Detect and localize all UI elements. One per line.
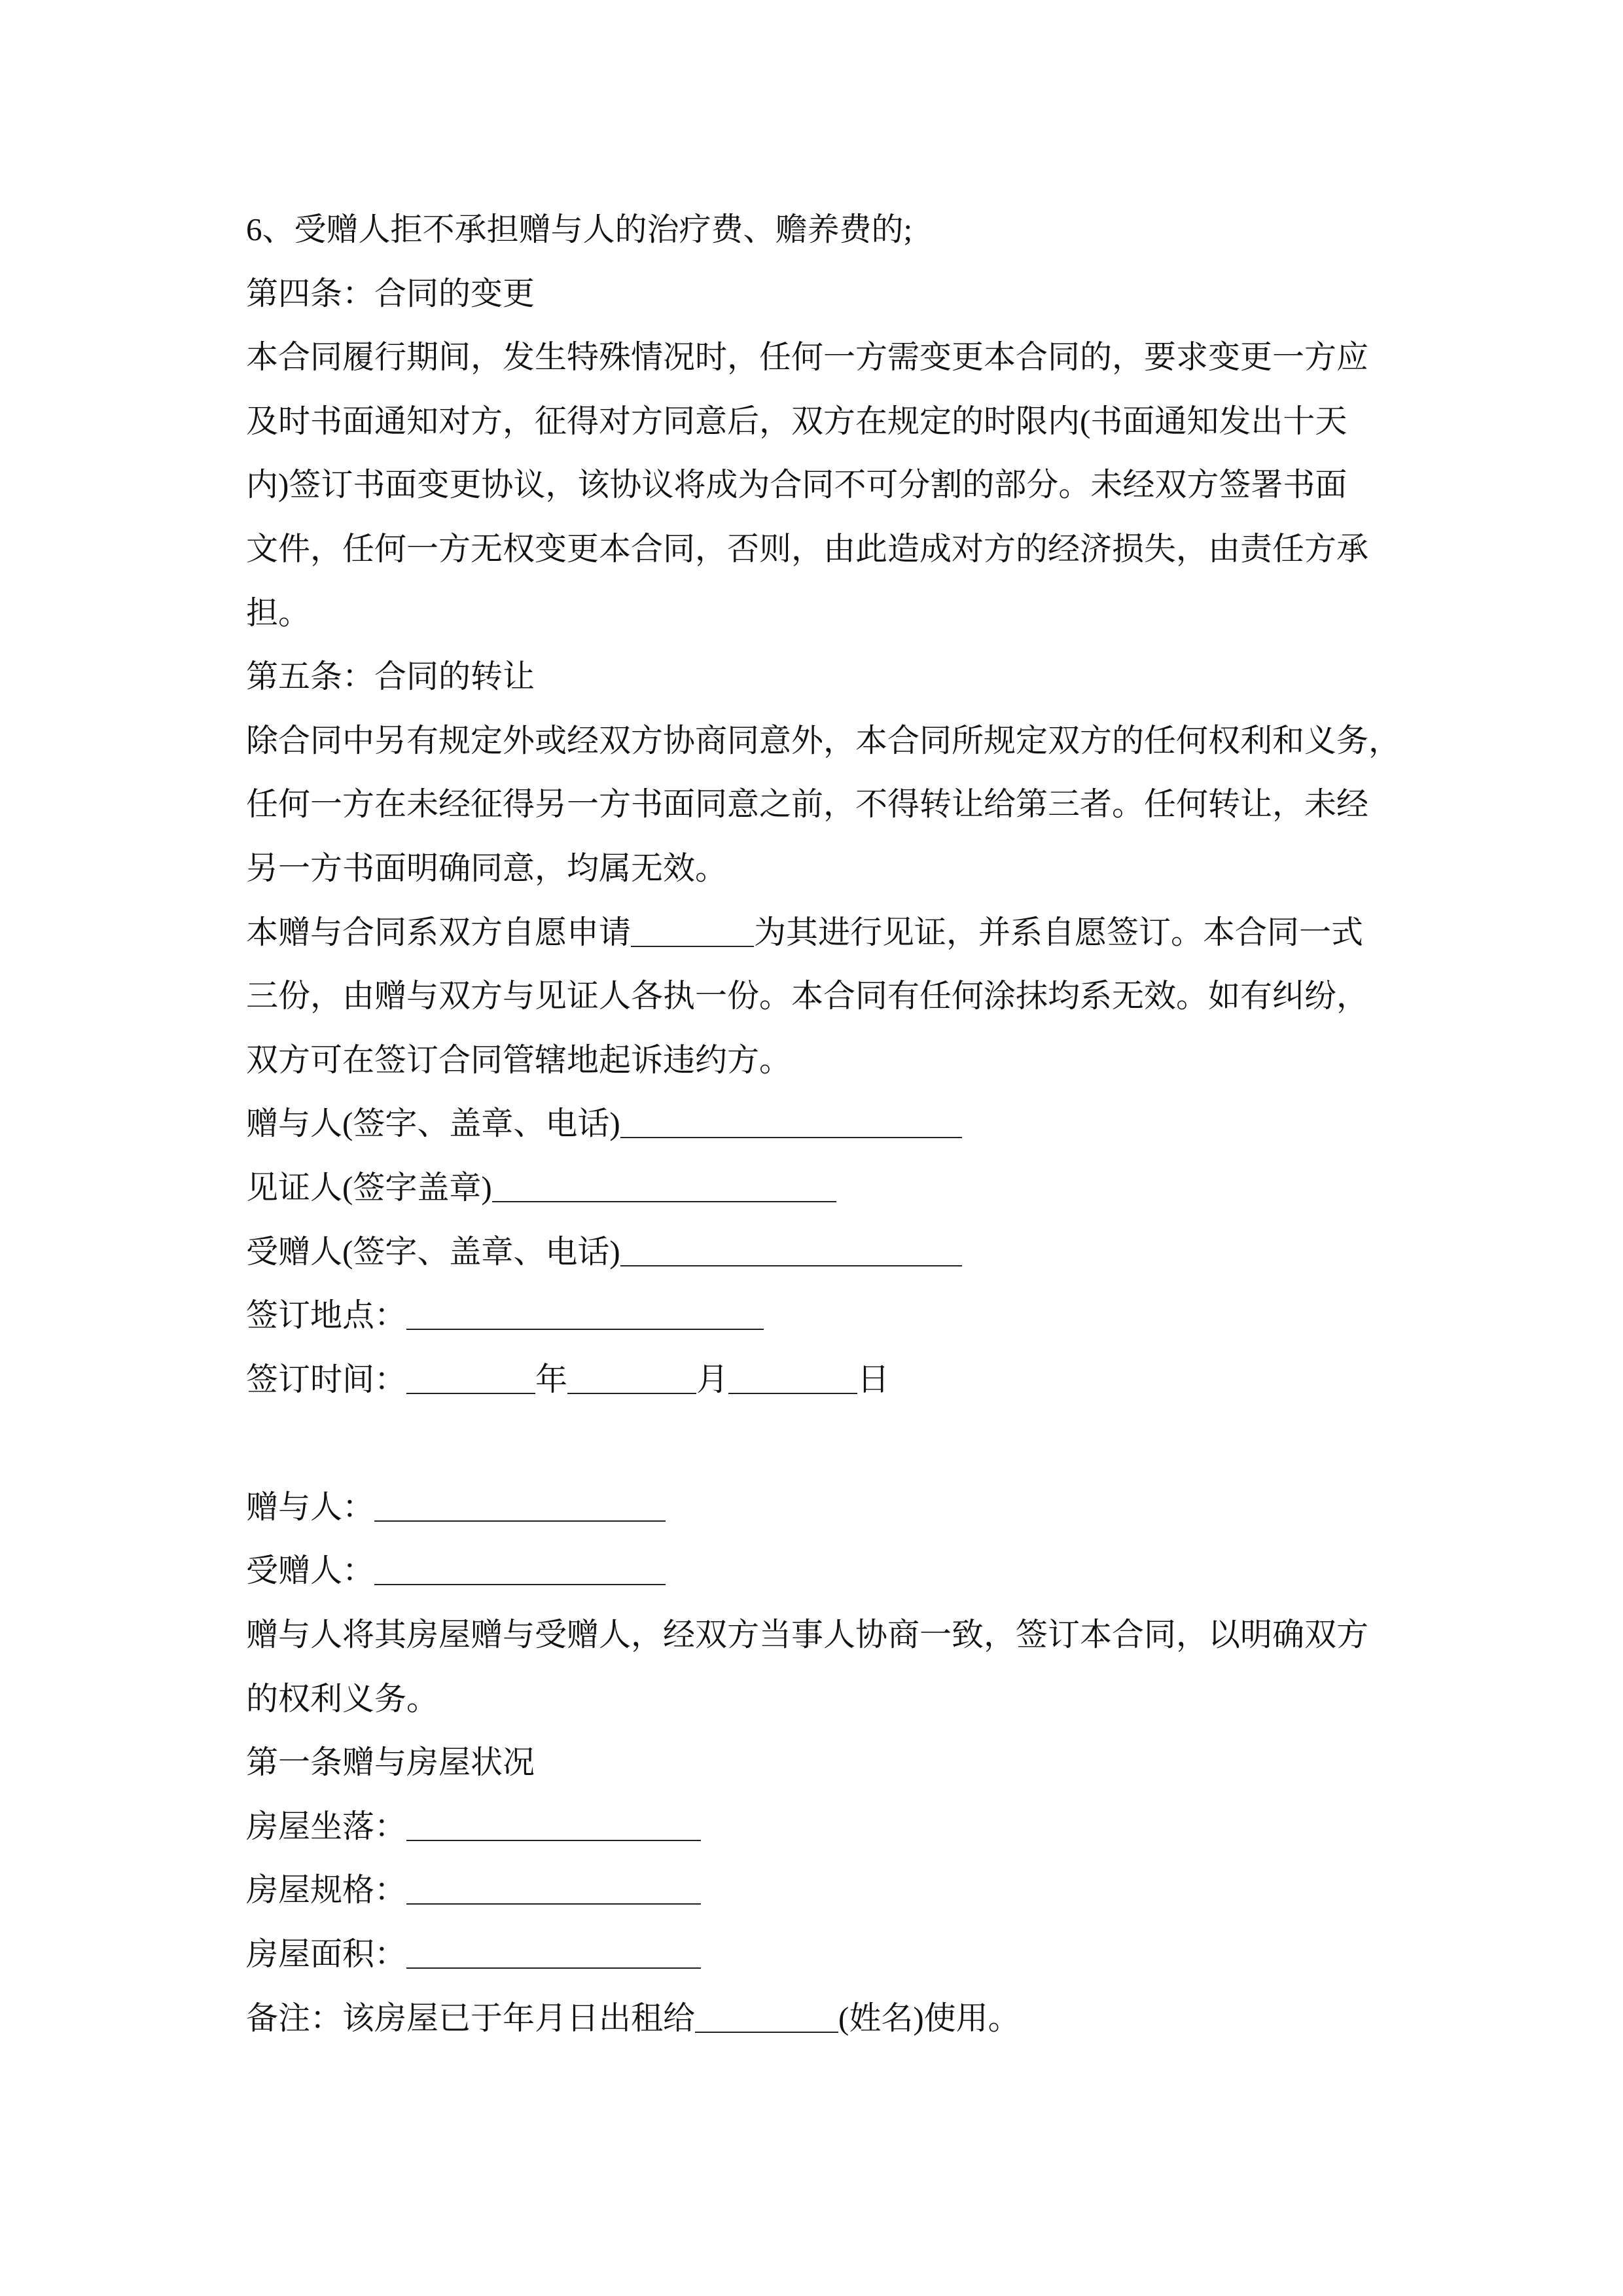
text-line — [246, 901, 1385, 965]
section-heading: 第五条：合同的转让 — [246, 658, 535, 695]
location-blank — [406, 1808, 701, 1841]
house-location-line — [246, 1795, 1385, 1859]
text-line: 赠与人将其房屋赠与受赠人，经双方当事人协商一致，签订本合同，以明确双方 — [246, 1617, 1369, 1653]
year-blank — [406, 1361, 535, 1394]
label: 签订时间： — [246, 1361, 407, 1397]
area-blank — [406, 1935, 701, 1969]
label: 房屋规格： — [246, 1872, 407, 1909]
house-spec-line — [246, 1858, 1385, 1922]
text-line: 的权利义务。 — [246, 1680, 439, 1717]
text-line: 文件，任何一方无权变更本合同，否则，由此造成对方的经济损失，由责任方承 — [246, 530, 1369, 567]
month-label: 月 — [696, 1361, 729, 1397]
donee-line — [246, 1539, 1385, 1603]
text-line: 另一方书面明确同意，均属无效。 — [246, 850, 728, 886]
day-label: 日 — [857, 1361, 890, 1397]
text-line: 本合同履行期间，发生特殊情况时，任何一方需变更本合同的，要求变更一方应 — [246, 339, 1369, 376]
label: 见证人(签字盖章) — [246, 1169, 492, 1206]
witness-signature-line — [246, 1156, 1385, 1220]
text-line: 三份，由赠与双方与见证人各执一份。本合同有任何涂抹均系无效。如有纠纷， — [246, 978, 1369, 1014]
signature-blank — [620, 1105, 962, 1138]
label: 受赠人(签字、盖章、电话) — [246, 1233, 620, 1270]
text: (姓名)使用。 — [838, 2000, 1020, 2036]
witness-blank — [631, 914, 754, 947]
text-line: 及时书面通知对方，征得对方同意后，双方在规定的时限内(书面通知发出十天 — [246, 403, 1347, 439]
text: 本赠与合同系双方自愿申请 — [246, 914, 632, 950]
document-page — [246, 198, 1401, 2050]
label: 房屋坐落： — [246, 1808, 407, 1844]
signing-date-line — [246, 1348, 1385, 1412]
text-line: 任何一方在未经征得另一方书面同意之前，不得转让给第三者。任何转让，未经 — [246, 786, 1369, 823]
empty-line — [246, 1411, 1385, 1475]
label: 受赠人： — [246, 1552, 375, 1589]
label: 赠与人(签字、盖章、电话) — [246, 1105, 620, 1142]
donor-blank — [374, 1488, 666, 1522]
donor-line — [246, 1475, 1385, 1539]
month-blank — [567, 1361, 696, 1394]
signing-place-line — [246, 1283, 1385, 1348]
donor-signature-line — [246, 1092, 1385, 1156]
spec-blank — [406, 1871, 701, 1905]
text: 为其进行见证，并系自愿签订。本合同一式 — [754, 914, 1364, 950]
day-blank — [728, 1361, 857, 1394]
house-area-line — [246, 1922, 1385, 1986]
section-heading: 第四条：合同的变更 — [246, 275, 535, 312]
remark-line — [246, 1986, 1385, 2051]
text-line: 6、受赠人拒不承担赠与人的治疗费、赡养费的; — [246, 211, 913, 247]
label: 赠与人： — [246, 1488, 375, 1525]
text-line: 内)签订书面变更协议，该协议将成为合同不可分割的部分。未经双方签署书面 — [246, 467, 1347, 503]
donee-blank — [374, 1552, 666, 1585]
text-line: 除合同中另有规定外或经双方协商同意外，本合同所规定双方的任何权利和义务， — [246, 722, 1401, 759]
text-line: 双方可在签订合同管辖地起诉违约方。 — [246, 1041, 792, 1078]
signature-blank — [620, 1233, 962, 1266]
label: 房屋面积： — [246, 1936, 407, 1973]
label: 签订地点： — [246, 1297, 407, 1334]
year-label: 年 — [535, 1361, 568, 1397]
signature-blank — [492, 1169, 836, 1202]
place-blank — [406, 1297, 764, 1330]
section-heading: 第一条赠与房屋状况 — [246, 1744, 535, 1781]
label: 备注：该房屋已于年月日出租给 — [246, 2000, 696, 2036]
donee-signature-line — [246, 1220, 1385, 1284]
tenant-name-blank — [695, 2000, 838, 2033]
text-line: 担。 — [246, 594, 311, 631]
